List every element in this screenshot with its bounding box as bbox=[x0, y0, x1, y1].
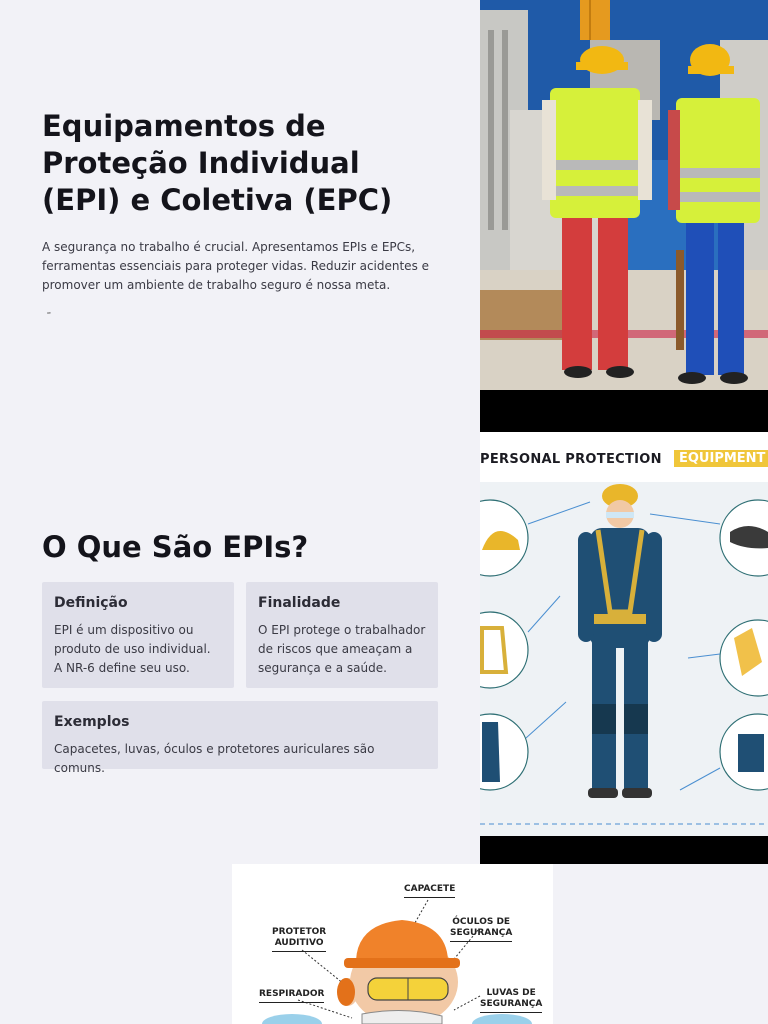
hero-title: Equipamentos de Proteção Individual (EPI) e Coletiva (EPC) bbox=[42, 109, 393, 217]
section-title-epi: O Que São EPIs? bbox=[42, 530, 309, 564]
card-exemplos bbox=[42, 701, 438, 775]
label-protetor-2: AUDITIVO bbox=[272, 938, 326, 952]
card-text: EPI é um dispositivo ou produto de uso individual. A NR-6 define seu uso. bbox=[54, 623, 211, 675]
hero-workers-photo bbox=[480, 0, 768, 432]
label-protetor-1: PROTETOR bbox=[272, 927, 327, 937]
infographic-banner-highlight: EQUIPMENT bbox=[674, 450, 768, 467]
label-luvas-1: LUVAS DE bbox=[486, 988, 536, 998]
card-title: Exemplos bbox=[54, 714, 130, 730]
diagram-label-capacete bbox=[404, 884, 455, 898]
label-luvas-2: SEGURANÇA bbox=[480, 999, 542, 1013]
hero-small-mark: ꟹ bbox=[47, 311, 51, 318]
card-text: Capacetes, luvas, óculos e protetores auriculares são comuns. bbox=[54, 742, 375, 775]
label-oculos-1: ÓCULOS DE bbox=[452, 917, 511, 927]
hero-description: A segurança no trabalho é crucial. Apresentamos EPIs e EPCs, ferramentas essenciais para proteger vidas. Reduzir acidentes e promover um ambiente de trabalho seguro é nossa meta. bbox=[42, 240, 430, 292]
card-text: O EPI protege o trabalhador de riscos que ameaçam a segurança e a saúde. bbox=[258, 623, 426, 675]
label-respirador: RESPIRADOR bbox=[259, 989, 324, 1003]
card-title: Finalidade bbox=[258, 595, 341, 611]
epi-diagram-image bbox=[232, 864, 553, 1024]
card-definicao bbox=[42, 582, 234, 688]
card-finalidade bbox=[246, 582, 438, 688]
diagram-label-luvas bbox=[480, 988, 542, 1013]
label-capacete: CAPACETE bbox=[404, 884, 455, 898]
diagram-label-protetor bbox=[272, 927, 326, 952]
diagram-label-respirador bbox=[259, 989, 324, 1003]
label-oculos-2: SEGURANÇA bbox=[450, 928, 512, 942]
diagram-label-oculos bbox=[450, 917, 512, 942]
infographic-banner-text: PERSONAL PROTECTION bbox=[480, 452, 662, 467]
ppe-infographic-image bbox=[480, 432, 768, 864]
card-title: Definição bbox=[54, 595, 128, 611]
